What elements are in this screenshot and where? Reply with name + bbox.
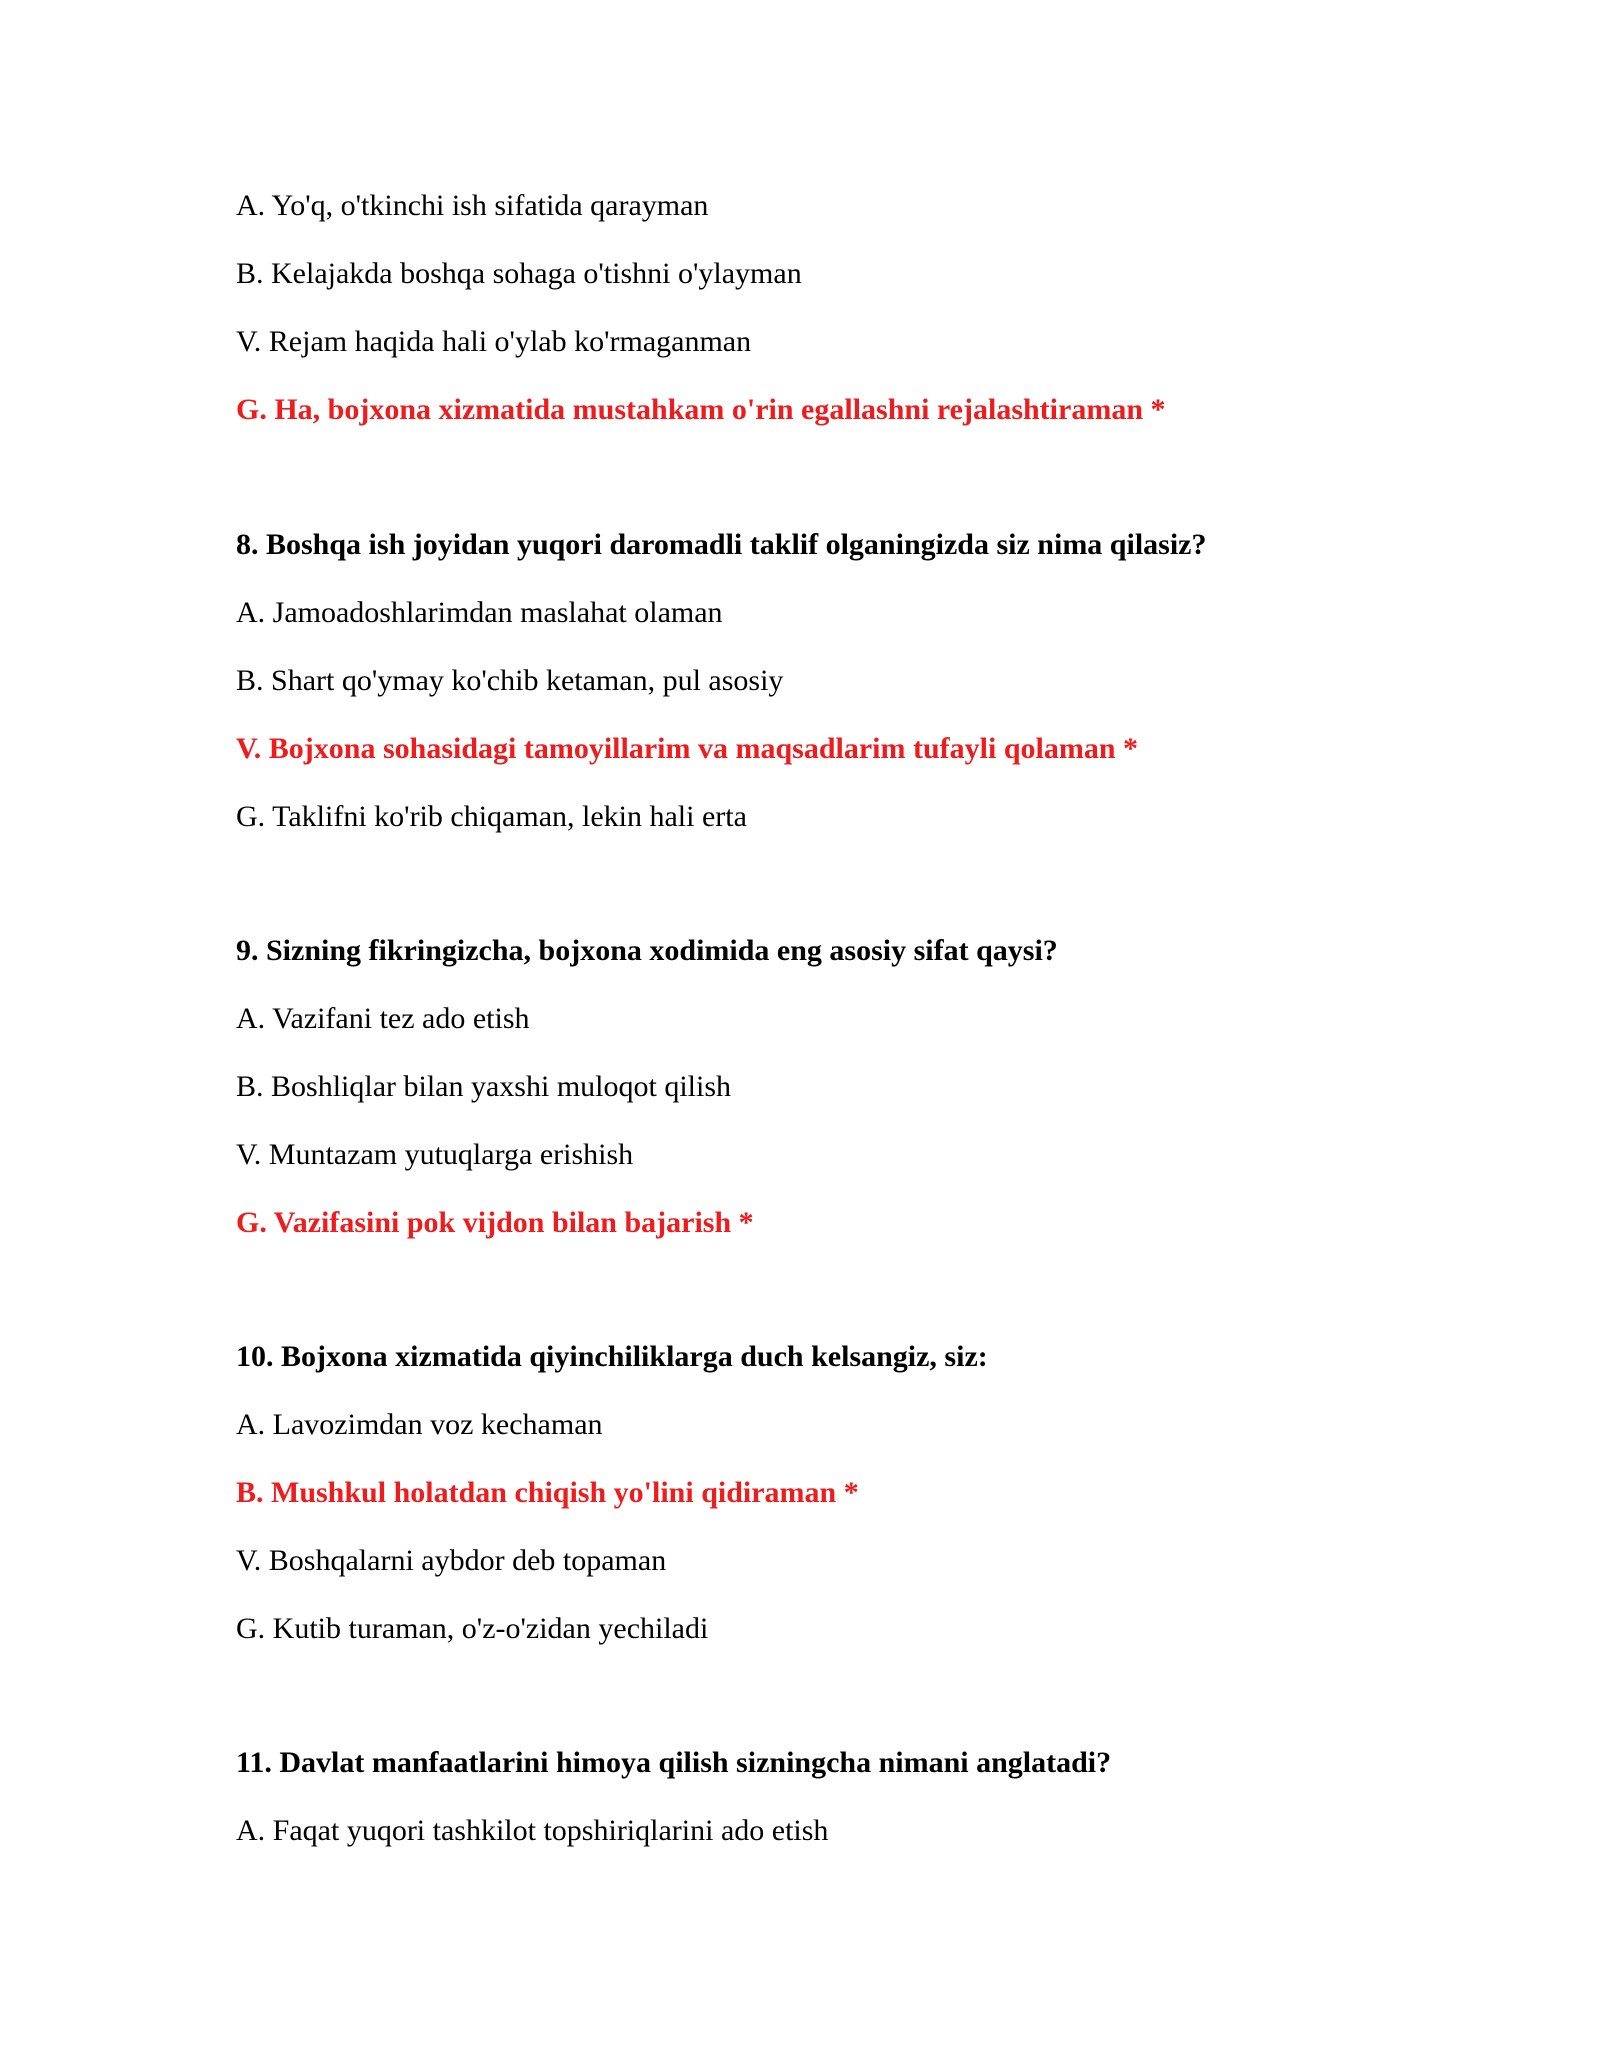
option-7v: V. Rejam haqida hali o'ylab ko'rmaganman	[236, 325, 752, 358]
option-7a: A. Yo'q, o'tkinchi ish sifatida qarayman	[236, 189, 709, 222]
question-11: 11. Davlat manfaatlarini himoya qilish sizningcha nimani anglatadi?	[236, 1746, 1112, 1779]
option-9b: B. Boshliqlar bilan yaxshi muloqot qilish	[236, 1070, 731, 1103]
question-10: 10. Bojxona xizmatida qiyinchiliklarga duch kelsangiz, siz:	[236, 1340, 988, 1373]
option-8a: A. Jamoadoshlarimdan maslahat olaman	[236, 596, 723, 629]
question-8: 8. Boshqa ish joyidan yuqori daromadli taklif olganingizda siz nima qilasiz?	[236, 528, 1207, 561]
correct-answer-7g: G. Ha, bojxona xizmatida mustahkam o'rin egallashni rejalashtiraman *	[236, 393, 1166, 426]
option-10v: V. Boshqalarni aybdor deb topaman	[236, 1544, 667, 1577]
option-8g: G. Taklifni ko'rib chiqaman, lekin hali erta	[236, 800, 747, 833]
option-9a: A. Vazifani tez ado etish	[236, 1002, 530, 1035]
option-11a: A. Faqat yuqori tashkilot topshiriqlarini ado etish	[236, 1814, 829, 1847]
option-7b: B. Kelajakda boshqa sohaga o'tishni o'ylayman	[236, 257, 802, 290]
question-9: 9. Sizning fikringizcha, bojxona xodimida eng asosiy sifat qaysi?	[236, 934, 1058, 967]
correct-answer-9g: G. Vazifasini pok vijdon bilan bajarish *	[236, 1206, 754, 1239]
option-10a: A. Lavozimdan voz kechaman	[236, 1408, 603, 1441]
option-10g: G. Kutib turaman, o'z-o'zidan yechiladi	[236, 1612, 709, 1645]
correct-answer-10b: B. Mushkul holatdan chiqish yo'lini qidiraman *	[236, 1476, 859, 1509]
option-9v: V. Muntazam yutuqlarga erishish	[236, 1138, 634, 1171]
option-8b: B. Shart qo'ymay ko'chib ketaman, pul asosiy	[236, 664, 784, 697]
correct-answer-8v: V. Bojxona sohasidagi tamoyillarim va maqsadlarim tufayli qolaman *	[236, 732, 1139, 765]
